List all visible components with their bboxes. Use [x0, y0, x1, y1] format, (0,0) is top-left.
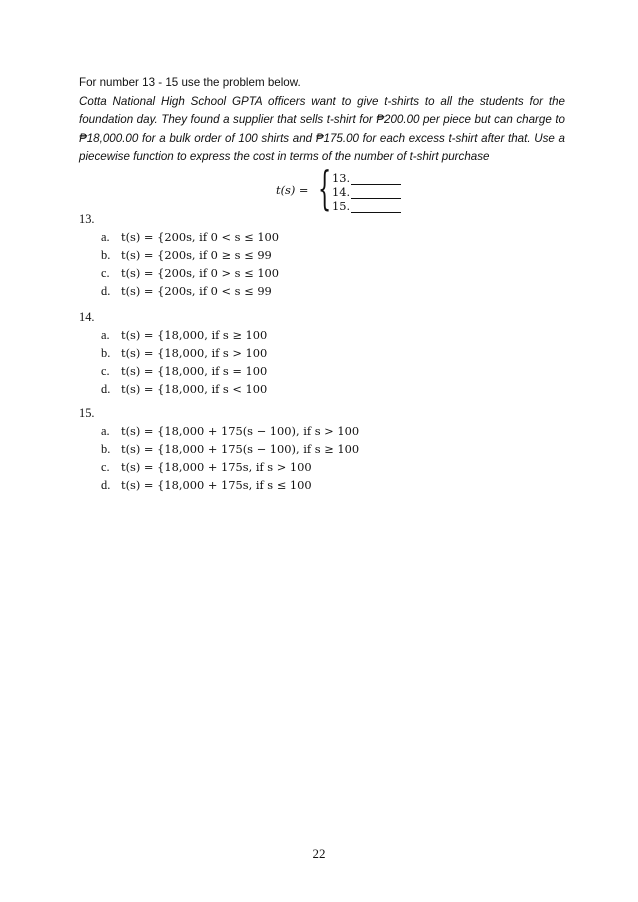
option-letter: a. — [101, 328, 110, 342]
option-text: t(s) = {18,000, if s ≥ 100 — [121, 328, 268, 342]
option-text: t(s) = {200s, if 0 ≥ s ≤ 99 — [121, 248, 272, 262]
function-brace: { — [318, 161, 332, 215]
option-text: t(s) = {18,000 + 175s, if s ≤ 100 — [121, 478, 312, 492]
option-a[interactable] — [79, 326, 267, 344]
option-text: t(s) = {18,000, if s < 100 — [121, 382, 268, 396]
option-c[interactable] — [79, 362, 267, 380]
option-b[interactable] — [79, 246, 279, 264]
question-13 — [79, 210, 279, 300]
option-list — [79, 228, 279, 300]
option-letter: c. — [101, 460, 110, 474]
option-d[interactable] — [79, 476, 359, 494]
page-number: 22 — [312, 846, 326, 861]
option-text: t(s) = {18,000, if s > 100 — [121, 346, 268, 360]
option-d[interactable] — [79, 282, 279, 300]
option-text: t(s) = {18,000 + 175s, if s > 100 — [121, 460, 312, 474]
option-text: t(s) = {18,000 + 175(s − 100), if s ≥ 100 — [121, 442, 360, 456]
blank-label: 14. — [332, 185, 351, 199]
option-text: t(s) = {18,000, if s = 100 — [121, 364, 268, 378]
option-text: t(s) = {200s, if 0 > s ≤ 100 — [121, 266, 280, 280]
option-letter: c. — [101, 266, 110, 280]
option-text: t(s) = {200s, if 0 < s ≤ 99 — [121, 284, 272, 298]
option-a[interactable] — [79, 422, 359, 440]
question-14 — [79, 308, 267, 398]
blank-label: 15. — [332, 199, 351, 213]
option-text: t(s) = {18,000 + 175(s − 100), if s > 100 — [121, 424, 360, 438]
question-number: 14. — [79, 310, 95, 324]
answer-blank-line — [351, 187, 401, 199]
option-d[interactable] — [79, 380, 267, 398]
question-number: 15. — [79, 406, 95, 420]
instruction-heading: For number 13 - 15 use the problem below. — [79, 76, 301, 89]
option-letter: b. — [101, 346, 111, 360]
option-letter: b. — [101, 442, 111, 456]
function-blank-14 — [332, 185, 401, 199]
option-list — [79, 422, 359, 494]
option-letter: a. — [101, 230, 110, 244]
option-c[interactable] — [79, 458, 359, 476]
option-letter: a. — [101, 424, 110, 438]
option-letter: d. — [101, 382, 111, 396]
problem-statement: Cotta National High School GPTA officers want to give t-shirts to all the students for the foundation day. They found a supplier that sells t-shirt for ₱200.00 per piece but can charge to ₱18,000.00 for a bulk order of 100 shirts and ₱175.00 for each excess t-shirt after that. Use a piecewise function to express the cost in terms of the number of t-shirt purchase — [79, 94, 565, 164]
answer-blank-line — [351, 173, 401, 185]
option-letter: d. — [101, 284, 111, 298]
option-list — [79, 326, 267, 398]
option-c[interactable] — [79, 264, 279, 282]
option-text: t(s) = {200s, if 0 < s ≤ 100 — [121, 230, 280, 244]
blank-label: 13. — [332, 171, 351, 185]
answer-blank-line — [351, 201, 401, 213]
option-a[interactable] — [79, 228, 279, 246]
option-letter: d. — [101, 478, 111, 492]
question-number: 13. — [79, 212, 95, 226]
option-b[interactable] — [79, 344, 267, 362]
function-blank-13 — [332, 171, 401, 185]
question-15 — [79, 404, 359, 494]
problem-intro — [79, 74, 565, 167]
option-letter: b. — [101, 248, 111, 262]
function-lhs: t(s) = — [276, 183, 309, 197]
function-blank-15 — [332, 199, 401, 213]
option-b[interactable] — [79, 440, 359, 458]
option-letter: c. — [101, 364, 110, 378]
